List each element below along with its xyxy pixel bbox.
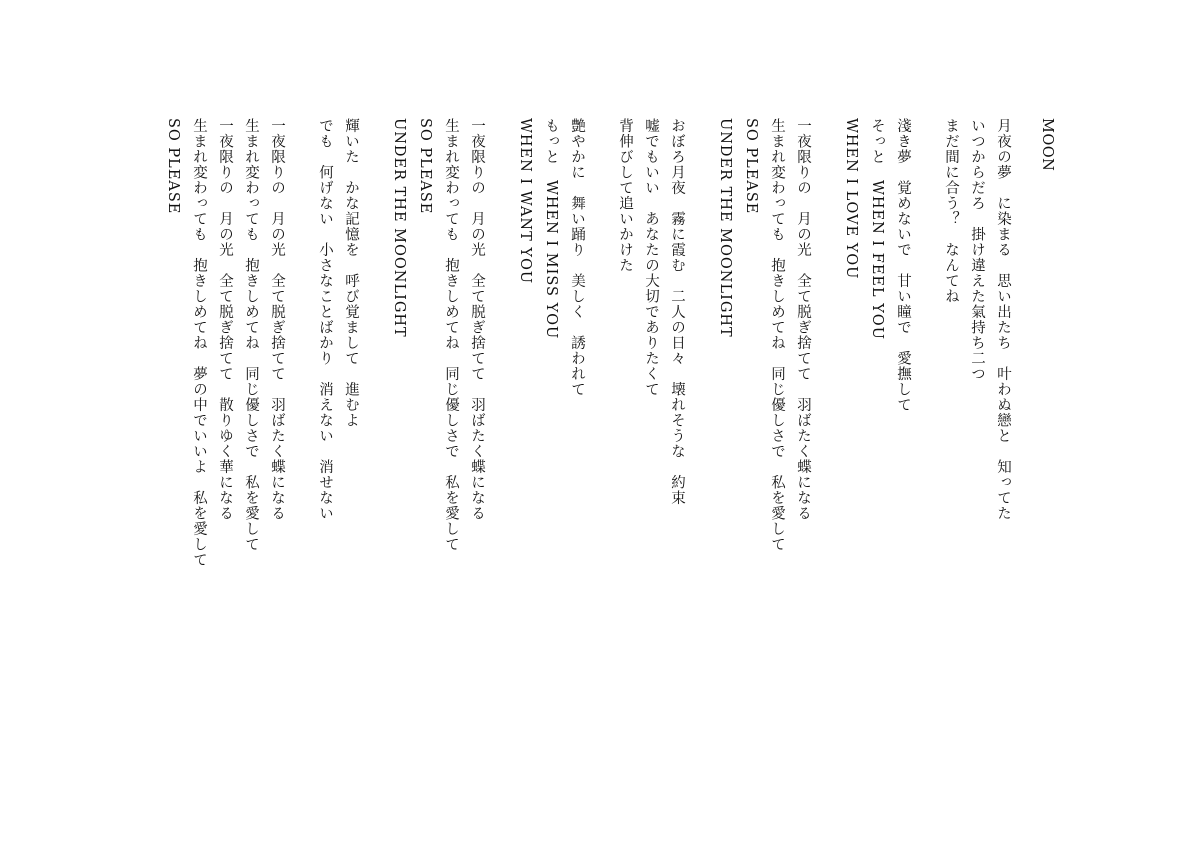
stanza	[386, 118, 490, 718]
lyric-line: SO PLEASE	[743, 118, 759, 215]
stanza	[160, 118, 290, 718]
lyric-line: まだ間に合う？ なんてね	[943, 118, 959, 304]
lyric-line: 背伸びして追いかけた	[617, 118, 633, 273]
lyric-line: 淺き夢 覚めないで 甘い瞳で 愛撫して	[895, 118, 911, 413]
lyric-line: UNDER THE MOONLIGHT	[391, 118, 407, 338]
lyric-line: いつからだろ 掛け違えた氣持ち二つ	[969, 118, 985, 382]
stanza	[712, 118, 816, 718]
lyric-line: 月夜の夢 に染まる 思い出たち 叶わぬ戀と 知ってた	[995, 118, 1011, 521]
lyric-line: 輝いた かな記憶を 呼び覚まして 進むよ	[343, 118, 359, 428]
stanza	[838, 118, 916, 718]
lyric-line: UNDER THE MOONLIGHT	[717, 118, 733, 338]
lyric-line: 生まれ変わっても 抱きしめてね 同じ優しさで 私を愛して	[243, 118, 259, 552]
lyrics-body	[160, 118, 1060, 718]
lyric-line: 生まれ変わっても 抱きしめてね 同じ優しさで 私を愛して	[443, 118, 459, 552]
lyric-line: 艶やかに 舞い踊り 美しく 誘われて	[569, 118, 585, 397]
stanza	[938, 118, 1016, 718]
lyric-line: そっと WHEN I FEEL YOU	[869, 118, 885, 340]
lyric-line: 一夜限りの 月の光 全て脱ぎ捨てて 羽ばたく蝶になる	[795, 118, 811, 521]
lyric-line: 生まれ変わっても 抱きしめてね 同じ優しさで 私を愛して	[769, 118, 785, 552]
lyric-line: SO PLEASE	[165, 118, 181, 215]
stanza	[512, 118, 590, 718]
lyric-line: おぼろ月夜 霧に霞む 二人の日々 壊れそうな 約束	[669, 118, 685, 506]
lyric-line: WHEN I WANT YOU	[517, 118, 533, 285]
lyric-line: 一夜限りの 月の光 全て脱ぎ捨てて 散りゆく華になる	[217, 118, 233, 521]
lyric-line: 生まれ変わっても 抱きしめてね 夢の中でいいよ 私を愛して	[191, 118, 207, 568]
lyric-line: 嘘でもいい あなたの大切でありたくて	[643, 118, 659, 397]
lyric-line: SO PLEASE	[417, 118, 433, 215]
stanza	[312, 118, 364, 718]
lyric-line: もっと WHEN I MISS YOU	[543, 118, 559, 340]
lyric-line: WHEN I LOVE YOU	[843, 118, 859, 280]
stanza	[612, 118, 690, 718]
lyric-line: でも 何げない 小さなことばかり 消えない 消せない	[317, 118, 333, 521]
lyric-line: 一夜限りの 月の光 全て脱ぎ捨てて 羽ばたく蝶になる	[469, 118, 485, 521]
song-title: MOON	[1039, 118, 1055, 172]
lyric-line: 一夜限りの 月の光 全て脱ぎ捨てて 羽ばたく蝶になる	[269, 118, 285, 521]
